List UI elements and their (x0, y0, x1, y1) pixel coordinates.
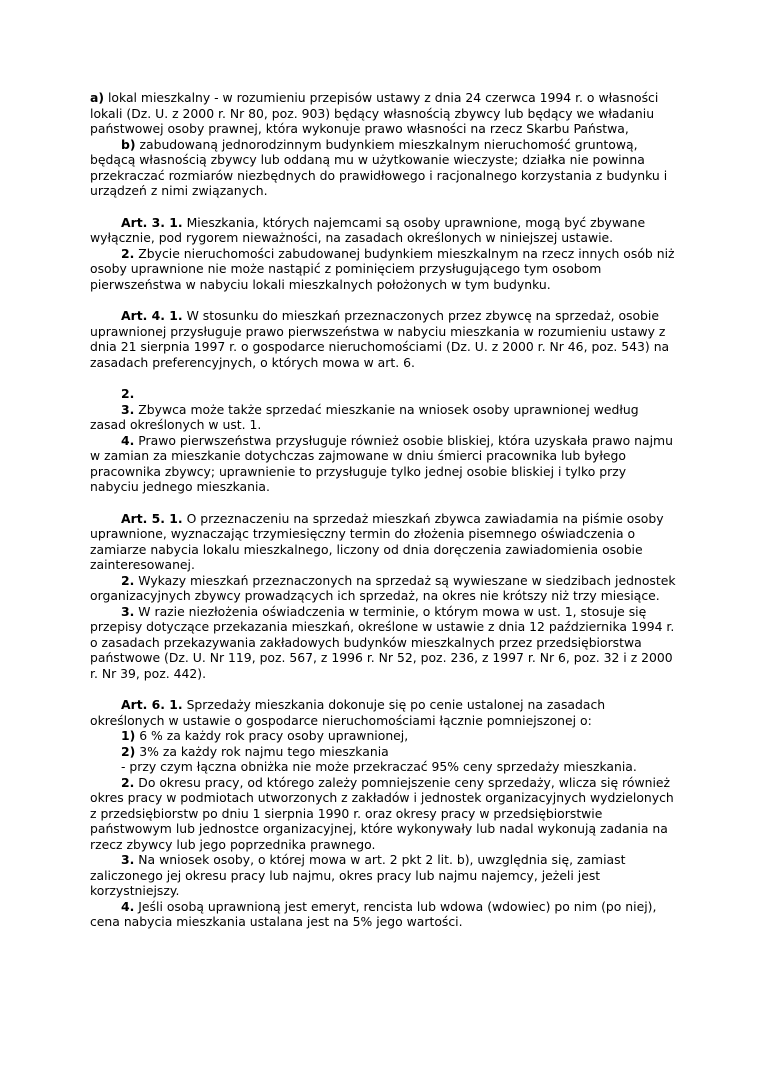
paragraph-gap (90, 370, 678, 386)
paragraph (90, 386, 678, 402)
paragraph-gap (90, 495, 678, 511)
paragraph-label: 3. (121, 603, 135, 619)
paragraph-label: b) (121, 136, 136, 152)
paragraph-label: Art. 3. 1. (121, 214, 183, 230)
document-body (90, 90, 678, 930)
paragraph-label: Art. 4. 1. (121, 308, 183, 323)
paragraph-label: 2. (121, 245, 135, 261)
paragraph-label: 4. (121, 898, 135, 914)
paragraph-text: 3% za każdy rok najmu tego mieszkania (135, 743, 389, 759)
paragraph-text: Zbywca może także sprzedać mieszkanie na wniosek osoby uprawnionej według zasad określonych w ust. 1. (90, 401, 639, 432)
paragraph (90, 573, 678, 604)
paragraph-label: 2) (121, 743, 136, 759)
paragraph (90, 697, 678, 728)
paragraph (90, 604, 678, 682)
paragraph (90, 852, 678, 899)
paragraph-label: Art. 6. 1. (121, 697, 183, 712)
paragraph-text: Sprzedaży mieszkania dokonuje się po cenie ustalonej na zasadach określonych w ustawie o gospodarce nieruchomościami łącznie pomniejszonej o: (90, 697, 606, 728)
paragraph-label: 2. (121, 774, 135, 790)
paragraph-text: Na wniosek osoby, o której mowa w art. 2 pkt 2 lit. b), uwzględnia się, zamiast zaliczonego jej okresu pracy lub najmu, okres pracy lub najmu najemcy, jeżeli jest korzystniejszy. (90, 852, 626, 898)
paragraph-label: 4. (121, 432, 135, 448)
paragraph-text: zabudowaną jednorodzinnym budynkiem mieszkalnym nieruchomość gruntową, będącą własnością zbywcy lub oddaną mu w użytkowanie wieczyste; działka nie powinna przekraczać rozmiarów niezbędnych do prawidłowego i racjonalnego korzystania z budynku i urządzeń z nimi związanych. (90, 136, 668, 198)
paragraph-text: - przy czym łączna obniżka nie może przekraczać 95% ceny sprzedaży mieszkania. (121, 759, 637, 774)
paragraph (90, 433, 678, 495)
paragraph (90, 137, 678, 199)
paragraph (90, 308, 678, 370)
paragraph (90, 246, 678, 293)
paragraph (90, 775, 678, 853)
paragraph (90, 215, 678, 246)
paragraph-text: Wykazy mieszkań przeznaczonych na sprzedaż są wywieszane w siedzibach jednostek organizacyjnych zbywcy prowadzących ich sprzedaż, na okres nie krótszy niż trzy miesiące. (90, 572, 676, 603)
paragraph (90, 511, 678, 573)
paragraph-label: a) (90, 90, 105, 105)
paragraph (90, 744, 678, 760)
paragraph (90, 402, 678, 433)
paragraph-label: 3. (121, 852, 135, 867)
paragraph (90, 90, 678, 137)
paragraph (90, 759, 678, 775)
paragraph-text: W stosunku do mieszkań przeznaczonych przez zbywcę na sprzedaż, osobie uprawnionej przysługuje prawo pierwszeństwa w nabyciu mieszkania w rozumieniu ustawy z dnia 21 sierpnia 1997 r. o gospodarce nieruchomościami (Dz. U. z 2000 r. Nr 46, poz. 543) na zasadach preferencyjnych, o których mowa w art. 6. (90, 308, 670, 370)
paragraph-label: 2. (121, 572, 135, 588)
paragraph-label: 2. (121, 386, 135, 401)
paragraph-text: W razie niezłożenia oświadczenia w terminie, o którym mowa w ust. 1, stosuje się przepisy dotyczące przekazania mieszkań, określone w ustawie z dnia 12 października 1994 r. o zasadach przekazywania zakładowych budynków mieszkalnych przez przedsiębiorstwa państwowe (Dz. U. Nr 119, poz. 567, z 1996 r. Nr 52, poz. 236, z 1997 r. Nr 6, poz. 32 i z 2000 r. Nr 39, poz. 442). (90, 603, 675, 681)
paragraph-text: Prawo pierwszeństwa przysługuje również osobie bliskiej, która uzyskała prawo najmu w zamian za mieszkanie dotychczas zajmowane w dniu śmierci pracownika lub byłego pracownika zbywcy; uprawnienie to przysługuje tylko jednej osobie bliskiej i tylko przy nabyciu jednego mieszkania. (90, 432, 673, 494)
paragraph-label: 1) (121, 728, 136, 743)
paragraph-text: Do okresu pracy, od którego zależy pomniejszenie ceny sprzedaży, wlicza się również okres pracy w podmiotach utworzonych z zakładów i jednostek organizacyjnych wydzielonych z przedsiębiorstw po dniu 1 sierpnia 1990 r. oraz okresy pracy w przedsiębiorstwie państwowym lub jednostce organizacyjnej, które wykonywały lub nadal wykonują zadania na rzecz zbywcy lub jego poprzednika prawnego. (90, 774, 674, 852)
paragraph-text: lokal mieszkalny - w rozumieniu przepisów ustawy z dnia 24 czerwca 1994 r. o własności lokali (Dz. U. z 2000 r. Nr 80, poz. 903) będący własnością zbywcy lub będący we władaniu państwowej osoby prawnej, która wykonuje prawo własności na rzecz Skarbu Państwa, (90, 90, 659, 136)
paragraph-label: Art. 5. 1. (121, 510, 183, 526)
paragraph-gap (90, 681, 678, 697)
paragraph-gap (90, 199, 678, 215)
paragraph-text: Mieszkania, których najemcami są osoby uprawnione, mogą być zbywane wyłącznie, pod rygorem nieważności, na zasadach określonych w niniejszej ustawie. (90, 214, 646, 245)
paragraph-text: Zbycie nieruchomości zabudowanej budynkiem mieszkalnym na rzecz innych osób niż osoby uprawnione nie może nastąpić z pominięciem przysługującego tym osobom pierwszeństwa w nabyciu lokali mieszkalnych położonych w tym budynku. (90, 245, 675, 292)
paragraph-gap (90, 292, 678, 308)
paragraph (90, 899, 678, 930)
paragraph-label: 3. (121, 401, 135, 417)
paragraph-text: O przeznaczeniu na sprzedaż mieszkań zbywca zawiadamia na piśmie osoby uprawnione, wyznaczając trzymiesięczny termin do złożenia pisemnego oświadczenia o zamiarze nabycia lokalu mieszkalnego, liczony od dnia doręczenia zawiadomienia osobie zainteresowanej. (90, 510, 664, 572)
paragraph (90, 728, 678, 744)
paragraph-text: Jeśli osobą uprawnioną jest emeryt, rencista lub wdowa (wdowiec) po nim (po niej), cena nabycia mieszkania ustalana jest na 5% jego wartości. (90, 898, 657, 929)
paragraph-text: 6 % za każdy rok pracy osoby uprawnionej, (135, 728, 409, 743)
